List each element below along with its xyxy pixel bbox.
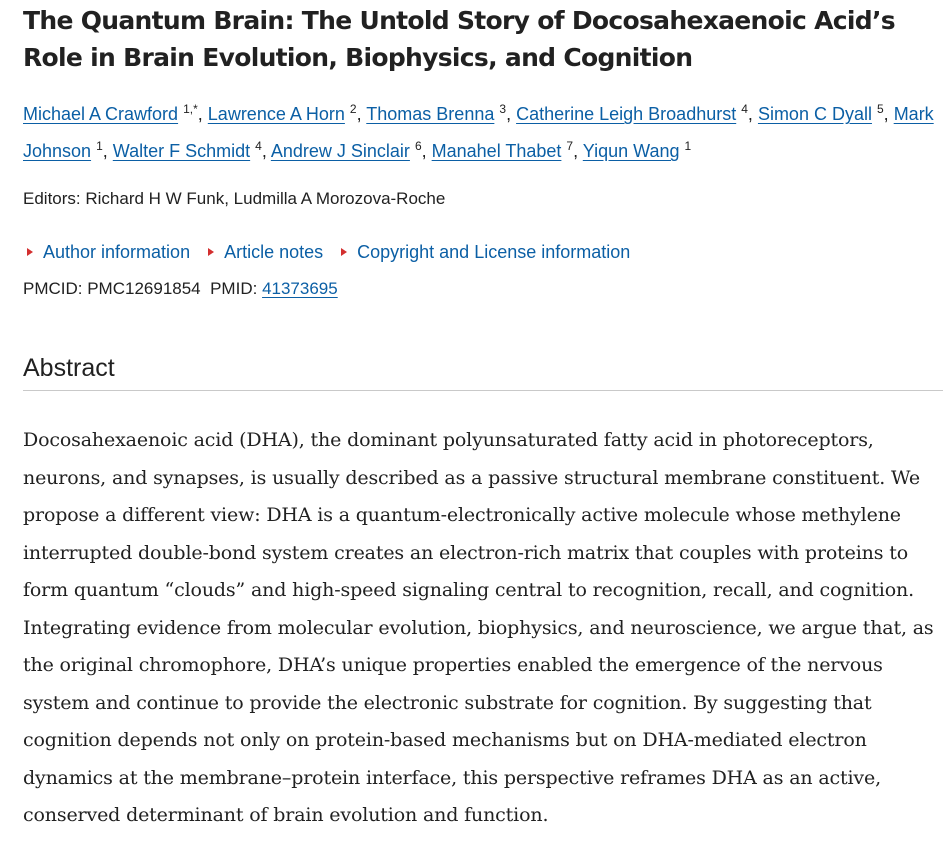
- author-affiliation[interactable]: 4: [255, 139, 262, 153]
- copyright-license-toggle[interactable]: [337, 240, 630, 264]
- triangle-right-icon: [27, 248, 33, 256]
- author-link[interactable]: Michael A Crawford: [23, 104, 179, 124]
- editors-line: Editors: Richard H W Funk, Ludmilla A Morozova-Roche: [23, 189, 446, 208]
- abstract-heading: Abstract: [23, 352, 943, 391]
- pmid-label: PMID:: [210, 279, 258, 298]
- article-notes-label: Article notes: [224, 242, 324, 262]
- pmcid: PMCID: PMC12691854: [23, 279, 201, 298]
- author-link[interactable]: Andrew J Sinclair: [270, 141, 410, 161]
- author-affiliation[interactable]: 1,*: [183, 102, 198, 116]
- author-information-toggle[interactable]: [23, 240, 190, 264]
- author-link[interactable]: Thomas Brenna: [366, 104, 495, 124]
- author-link[interactable]: Catherine Leigh Broadhurst: [516, 104, 737, 124]
- identifiers: [23, 277, 947, 301]
- article-notes-toggle[interactable]: [204, 240, 323, 264]
- triangle-right-icon: [341, 248, 347, 256]
- author-link[interactable]: Yiqun Wang: [582, 141, 680, 161]
- info-links: [23, 240, 947, 264]
- author-link[interactable]: Manahel Thabet: [431, 141, 562, 161]
- author-affiliation[interactable]: 5: [876, 102, 884, 116]
- author-affiliation[interactable]: 6: [414, 139, 422, 153]
- triangle-right-icon: [208, 248, 214, 256]
- author-affiliation[interactable]: 3: [499, 102, 507, 116]
- article-title: The Quantum Brain: The Untold Story of Docosahexaenoic Acid’s Role in Brain Evolution, Biophysics, and Cognition: [23, 6, 895, 72]
- author-affiliation[interactable]: 4: [741, 102, 748, 116]
- author-affiliation[interactable]: 1: [684, 139, 692, 153]
- author-link[interactable]: Mark Johnson: [23, 104, 934, 161]
- author-affiliation[interactable]: 7: [566, 139, 574, 153]
- copyright-license-label: Copyright and License information: [357, 242, 631, 262]
- author-link[interactable]: Simon C Dyall: [757, 104, 872, 124]
- abstract-text: Docosahexaenoic acid (DHA), the dominant polyunsaturated fatty acid in photoreceptors, neurons, and synapses, is usually described as a passive structural membrane constituent. We propose a different view: DHA is a quantum-electronically active molecule whose methylene interrupted double-bond system creates an electron-rich matrix that couples with proteins to form quantum “clouds” and high-speed signaling central to recognition, recall, and cognition. Integrating evidence from molecular evolution, biophysics, and neuroscience, we argue that, as the original chromophore, DHA’s unique properties enabled the emergence of the nervous system and continue to provide the electronic substrate for cognition. By suggesting that cognition depends not only on protein-based mechanisms but on DHA-mediated electron dynamics at the membrane–protein interface, this perspective reframes DHA as an active, conserved determinant of brain evolution and function.: [23, 429, 934, 826]
- pmid-link[interactable]: 41373695: [262, 279, 338, 298]
- author-list: Michael A Crawford $^{1,*}$, Lawrence A Horn $^2$, Thomas Brenna $^3$, Catherine Leigh Broadhurst $^4$, Simon C Dyall $^5$, Mark Johnson $^1$, Walter F Schmidt $^4$, Andrew J Sinclair $^6$, Manahel Thabet $^7$, Yiqun Wang $^1$: [23, 102, 934, 161]
- author-link[interactable]: Lawrence A Horn: [207, 104, 345, 124]
- author-affiliation[interactable]: 2: [349, 102, 357, 116]
- author-affiliation[interactable]: 1: [96, 139, 103, 153]
- author-link[interactable]: Walter F Schmidt: [112, 141, 251, 161]
- author-information-label: Author information: [43, 242, 191, 262]
